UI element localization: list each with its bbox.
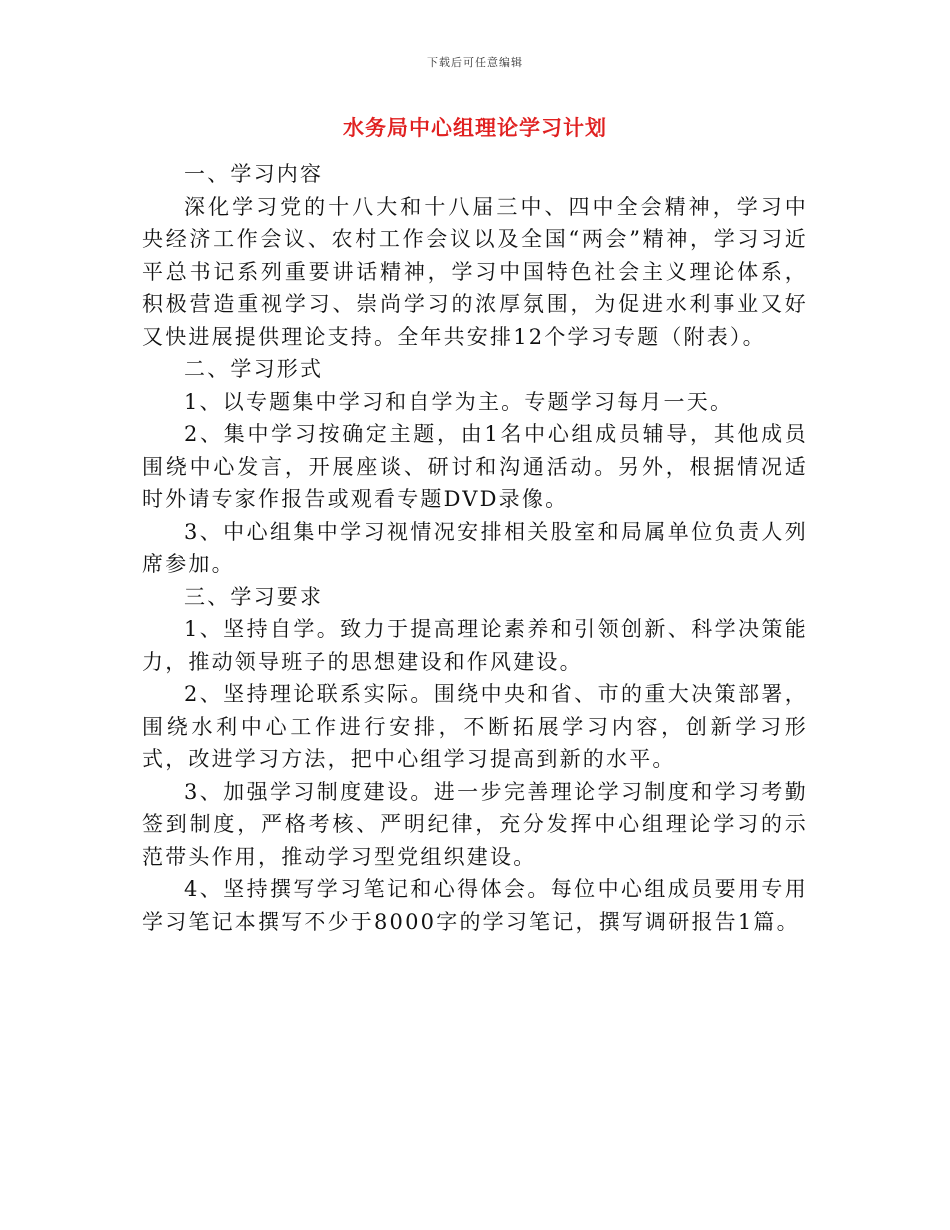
paragraph: 3、加强学习制度建设。进一步完善理论学习制度和学习考勤签到制度，严格考核、严明纪律，充分发挥中心组理论学习的示范带头作用，推动学习型党组织建设。 [142,779,808,869]
paragraph: 1、坚持自学。致力于提高理论素养和引领创新、科学决策能力，推动领导班子的思想建设和作风建设。 [142,617,808,674]
paragraph: 深化学习党的十八大和十八届三中、四中全会精神，学习中央经济工作会议、农村工作会议以及全国“两会”精神，学习习近平总书记系列重要讲话精神，学习中国特色社会主义理论体系，积极营造重视学习、崇尚学习的浓厚氛围，为促进水利事业又好又快进展提供理论支持。全年共安排12个学习专题（附表）。 [142,194,808,349]
paragraph: 2、坚持理论联系实际。围绕中央和省、市的重大决策部署，围绕水利中心工作进行安排，不断拓展学习内容，创新学习形式，改进学习方法，把中心组学习提高到新的水平。 [142,682,808,771]
header-note: 下载后可任意编辑 [427,56,523,69]
paragraph: 4、坚持撰写学习笔记和心得体会。每位中心组成员要用专用学习笔记本撰写不少于8000字的学习笔记，撰写调研报告1篇。 [142,877,808,934]
paragraph: 1、以专题集中学习和自学为主。专题学习每月一天。 [184,389,734,414]
document-title: 水务局中心组理论学习计划 [343,116,607,140]
paragraph: 2、集中学习按确定主题，由1名中心组成员辅导，其他成员围绕中心发言，开展座谈、研讨和沟通活动。另外，根据情况适时外请专家作报告或观看专题DVD录像。 [142,422,808,511]
section-heading-content: 一、学习内容 [184,162,324,186]
paragraph: 3、中心组集中学习视情况安排相关股室和局属单位负责人列席参加。 [142,519,808,576]
section-heading-form: 二、学习形式 [184,357,324,381]
document-body [142,158,808,938]
section-heading-requirements: 三、学习要求 [184,584,324,609]
